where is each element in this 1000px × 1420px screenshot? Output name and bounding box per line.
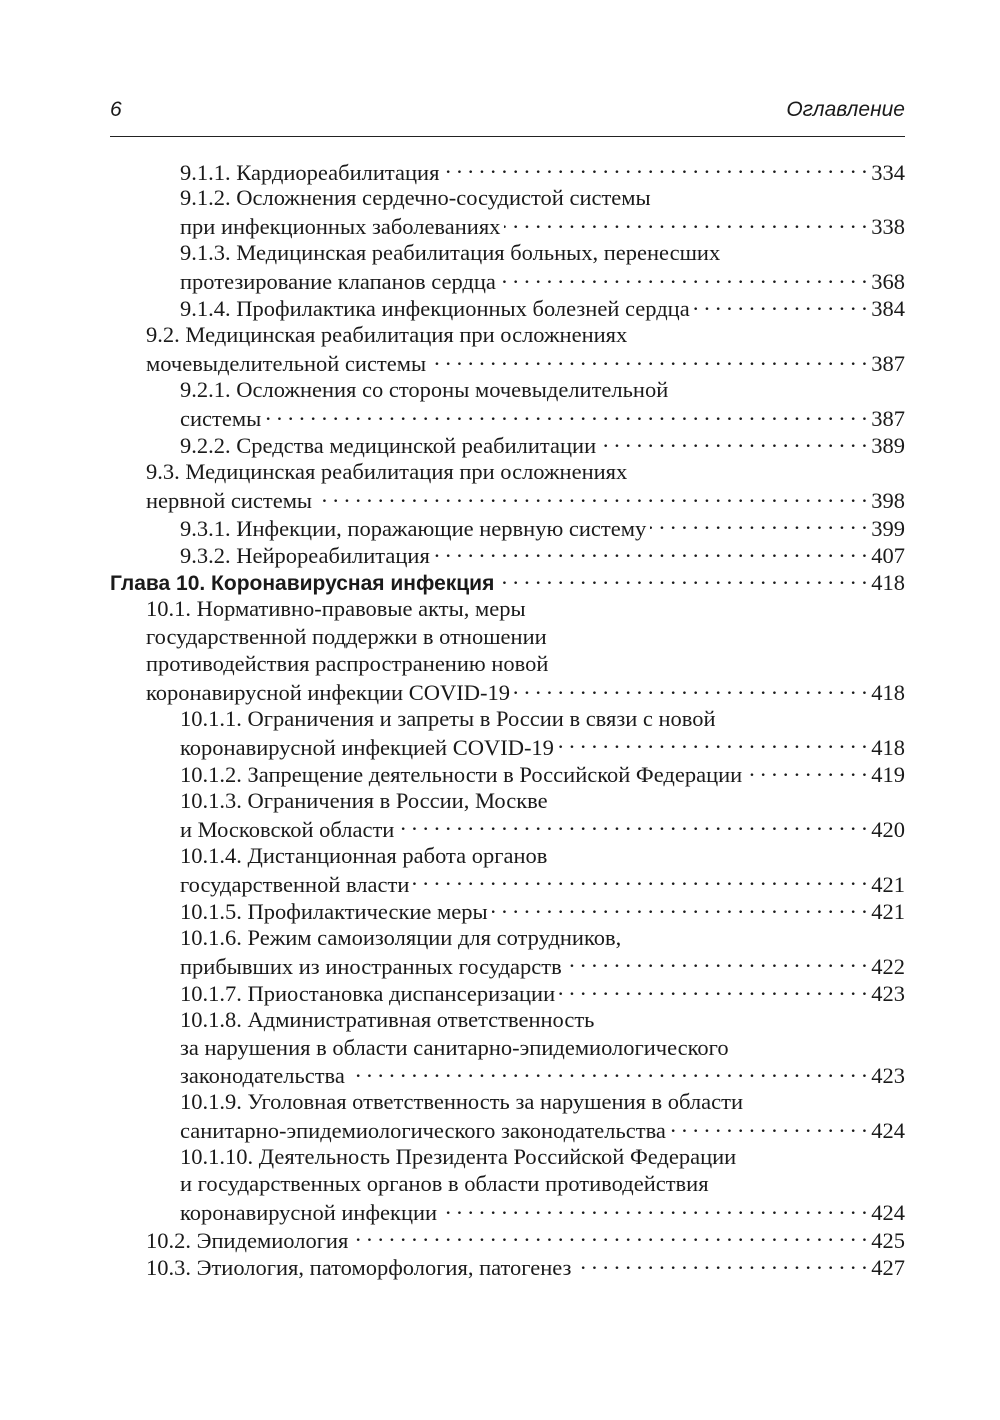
- toc-entry-last-line: [180, 760, 905, 787]
- dot-leader: [413, 869, 867, 892]
- toc-entry[interactable]: [110, 376, 905, 431]
- dot-leader: [504, 212, 867, 235]
- toc-entry-last-line: [180, 540, 905, 567]
- toc-entry-line: противодействия распространению новой: [146, 651, 549, 677]
- dot-leader: [398, 814, 867, 837]
- toc-entry[interactable]: [110, 897, 905, 924]
- toc-entry-title: 10.3. Этиология, патоморфология, патогенез: [146, 1255, 572, 1281]
- toc-entry-title: 9.2.2. Средства медицинской реабилитации: [180, 433, 597, 459]
- toc-entry-title: 9.3.1. Инфекции, поражающие нервную систему: [180, 515, 647, 541]
- toc-page-number: 427: [871, 1255, 905, 1281]
- toc-entry-last-line: [180, 212, 905, 239]
- toc-entry[interactable]: [110, 540, 905, 567]
- toc-page-number: 421: [871, 899, 905, 925]
- toc-entry-last-line: [180, 267, 905, 294]
- toc-entry-title: мочевыделительной системы: [146, 351, 427, 377]
- toc-entry-title: коронавирусной инфекции: [180, 1200, 438, 1226]
- toc-entry[interactable]: [110, 458, 905, 513]
- dot-leader: [349, 1061, 867, 1084]
- dot-leader: [498, 568, 867, 591]
- toc-page-number: 368: [871, 269, 905, 295]
- toc-entry[interactable]: [110, 842, 905, 897]
- toc-entry-last-line: [180, 1061, 905, 1088]
- page-number: 6: [110, 98, 122, 121]
- toc-entry-line: 10.1.10. Деятельность Президента Российской Федерации: [180, 1144, 737, 1170]
- toc-page-number: 425: [871, 1227, 905, 1253]
- toc-entry-title: прибывших из иностранных государств: [180, 953, 562, 979]
- toc-entry[interactable]: [110, 979, 905, 1006]
- toc-entry[interactable]: [110, 760, 905, 787]
- toc-page-number: 418: [871, 734, 905, 760]
- toc-entry-line: 10.1.8. Административная ответственность: [180, 1007, 595, 1033]
- toc-entry-last-line: [180, 814, 905, 841]
- toc-entry-title: санитарно-эпидемиологического законодательства: [180, 1118, 666, 1144]
- dot-leader: [434, 540, 867, 563]
- toc-page-number: 423: [871, 981, 905, 1007]
- toc-entry[interactable]: [110, 1143, 905, 1225]
- dot-leader: [566, 951, 868, 974]
- toc-entry[interactable]: [110, 184, 905, 239]
- toc-entry-last-line: [180, 431, 905, 458]
- dot-leader: [265, 404, 867, 427]
- toc-page-number: 424: [871, 1118, 905, 1144]
- toc-entry-last-line: [180, 1198, 905, 1225]
- toc-entry[interactable]: [110, 431, 905, 458]
- dot-leader: [441, 1198, 867, 1221]
- dot-leader: [559, 979, 867, 1002]
- dot-leader: [492, 897, 868, 920]
- toc-entry[interactable]: [110, 1225, 905, 1252]
- toc-page-number: 399: [871, 515, 905, 541]
- dot-leader: [670, 1116, 867, 1139]
- toc-entry-last-line: [180, 294, 905, 321]
- toc-page-number: 338: [871, 214, 905, 240]
- toc-entry-title: 9.1.4. Профилактика инфекционных болезней сердца: [180, 296, 690, 322]
- toc-entry[interactable]: [110, 1088, 905, 1143]
- toc-entry[interactable]: [110, 924, 905, 979]
- toc-entry[interactable]: [110, 321, 905, 376]
- toc-page-number: 384: [871, 296, 905, 322]
- toc-page-number: 423: [871, 1063, 905, 1089]
- dot-leader: [514, 677, 867, 700]
- toc-page-number: 424: [871, 1200, 905, 1226]
- toc-entry-last-line: [180, 513, 905, 540]
- toc-page-number: 387: [871, 406, 905, 432]
- dot-leader: [558, 732, 867, 755]
- toc-page-number: 407: [871, 542, 905, 568]
- toc-entry-line: за нарушения в области санитарно-эпидемиологического: [180, 1034, 729, 1060]
- toc-entry-last-line: [180, 732, 905, 759]
- toc-entry-title: 10.1.2. Запрещение деятельности в Российской Федерации: [180, 762, 743, 788]
- toc-page-number: 421: [871, 871, 905, 897]
- toc-entry[interactable]: [110, 294, 905, 321]
- toc-entry-title: протезирование клапанов сердца: [180, 269, 496, 295]
- toc-entry[interactable]: [110, 595, 905, 705]
- toc-entry-last-line: [146, 677, 905, 704]
- toc-page-number: 422: [871, 953, 905, 979]
- toc-entry-title: 10.1.5. Профилактические меры: [180, 899, 488, 925]
- toc-entry-last-line: [146, 349, 905, 376]
- toc-entry-last-line: [146, 1253, 905, 1280]
- dot-leader: [443, 157, 867, 180]
- toc-entry[interactable]: [110, 705, 905, 760]
- toc-page-number: 418: [871, 570, 905, 596]
- toc-entry-last-line: [180, 979, 905, 1006]
- dot-leader: [500, 267, 867, 290]
- toc-entry-title: при инфекционных заболеваниях: [180, 214, 501, 240]
- toc-entry-title: 9.1.1. Кардиореабилитация: [180, 159, 440, 185]
- toc-entry-last-line: [180, 1116, 905, 1143]
- toc-entry-title: коронавирусной инфекцией COVID-19: [180, 734, 554, 760]
- toc-entry-line: 9.2.1. Осложнения со стороны мочевыделительной: [180, 377, 669, 403]
- toc-entry-line: и государственных органов в области противодействия: [180, 1171, 709, 1197]
- toc-entry-title: и Московской области: [180, 816, 395, 842]
- dot-leader: [650, 513, 867, 536]
- toc-entry-title: системы: [180, 406, 262, 432]
- dot-leader: [430, 349, 867, 372]
- toc-page-number: 418: [871, 679, 905, 705]
- toc-entry-last-line: [110, 568, 905, 595]
- toc-entry-line: 10.1.3. Ограничения в России, Москве: [180, 787, 548, 813]
- dot-leader: [575, 1253, 867, 1276]
- running-title: Оглавление: [786, 98, 905, 121]
- toc-entry-line: 10.1. Нормативно-правовые акты, меры: [146, 596, 526, 622]
- toc-entry[interactable]: [110, 513, 905, 540]
- toc-entry-last-line: [180, 951, 905, 978]
- toc-entry-title: 10.1.7. Приостановка диспансеризации: [180, 981, 556, 1007]
- toc-entry[interactable]: [110, 1253, 905, 1280]
- toc-entry-line: 9.1.2. Осложнения сердечно-сосудистой системы: [180, 185, 651, 211]
- dot-leader: [316, 486, 867, 509]
- dot-leader: [694, 294, 868, 317]
- toc-entry-title: 9.3.2. Нейрореабилитация: [180, 542, 430, 568]
- toc-entry-title: коронавирусной инфекции COVID-19: [146, 679, 510, 705]
- toc-entry-title: Глава 10. Коронавирусная инфекция: [110, 572, 495, 596]
- toc-entry[interactable]: [110, 157, 905, 184]
- toc-entry[interactable]: [110, 787, 905, 842]
- toc-entry-line: государственной поддержки в отношении: [146, 623, 547, 649]
- toc-entry[interactable]: [110, 568, 905, 595]
- dot-leader: [600, 431, 867, 454]
- toc-page-number: 334: [871, 159, 905, 185]
- toc-page-number: 398: [871, 488, 905, 514]
- toc-entry-title: законодательства: [180, 1063, 345, 1089]
- toc-page-number: 387: [871, 351, 905, 377]
- toc-entry-last-line: [180, 869, 905, 896]
- toc-entry-last-line: [180, 157, 905, 184]
- toc-entry-title: 10.2. Эпидемиология: [146, 1227, 349, 1253]
- toc-page-number: 419: [871, 762, 905, 788]
- toc-entry-line: 10.1.4. Дистанционная работа органов: [180, 842, 548, 868]
- toc-entry-line: 9.1.3. Медицинская реабилитация больных, перенесших: [180, 240, 721, 266]
- toc-entry-last-line: [180, 897, 905, 924]
- toc-entry-title: нервной системы: [146, 488, 313, 514]
- page-header: [110, 98, 905, 128]
- toc-entry-line: 10.1.6. Режим самоизоляции для сотрудников,: [180, 924, 622, 950]
- table-of-contents: [110, 157, 905, 1280]
- toc-entry-last-line: [146, 1225, 905, 1252]
- dot-leader: [746, 760, 867, 783]
- dot-leader: [352, 1225, 867, 1248]
- toc-entry-last-line: [180, 404, 905, 431]
- toc-page-number: 389: [871, 433, 905, 459]
- toc-entry-last-line: [146, 486, 905, 513]
- toc-entry[interactable]: [110, 1006, 905, 1088]
- toc-entry-line: 10.1.1. Ограничения и запреты в России в связи с новой: [180, 705, 716, 731]
- toc-entry-line: 9.3. Медицинская реабилитация при осложнениях: [146, 459, 628, 485]
- toc-entry[interactable]: [110, 239, 905, 294]
- header-divider: [110, 136, 905, 137]
- toc-entry-line: 10.1.9. Уголовная ответственность за нарушения в области: [180, 1089, 744, 1115]
- toc-entry-line: 9.2. Медицинская реабилитация при осложнениях: [146, 322, 628, 348]
- toc-entry-title: государственной власти: [180, 871, 410, 897]
- toc-page-number: 420: [871, 816, 905, 842]
